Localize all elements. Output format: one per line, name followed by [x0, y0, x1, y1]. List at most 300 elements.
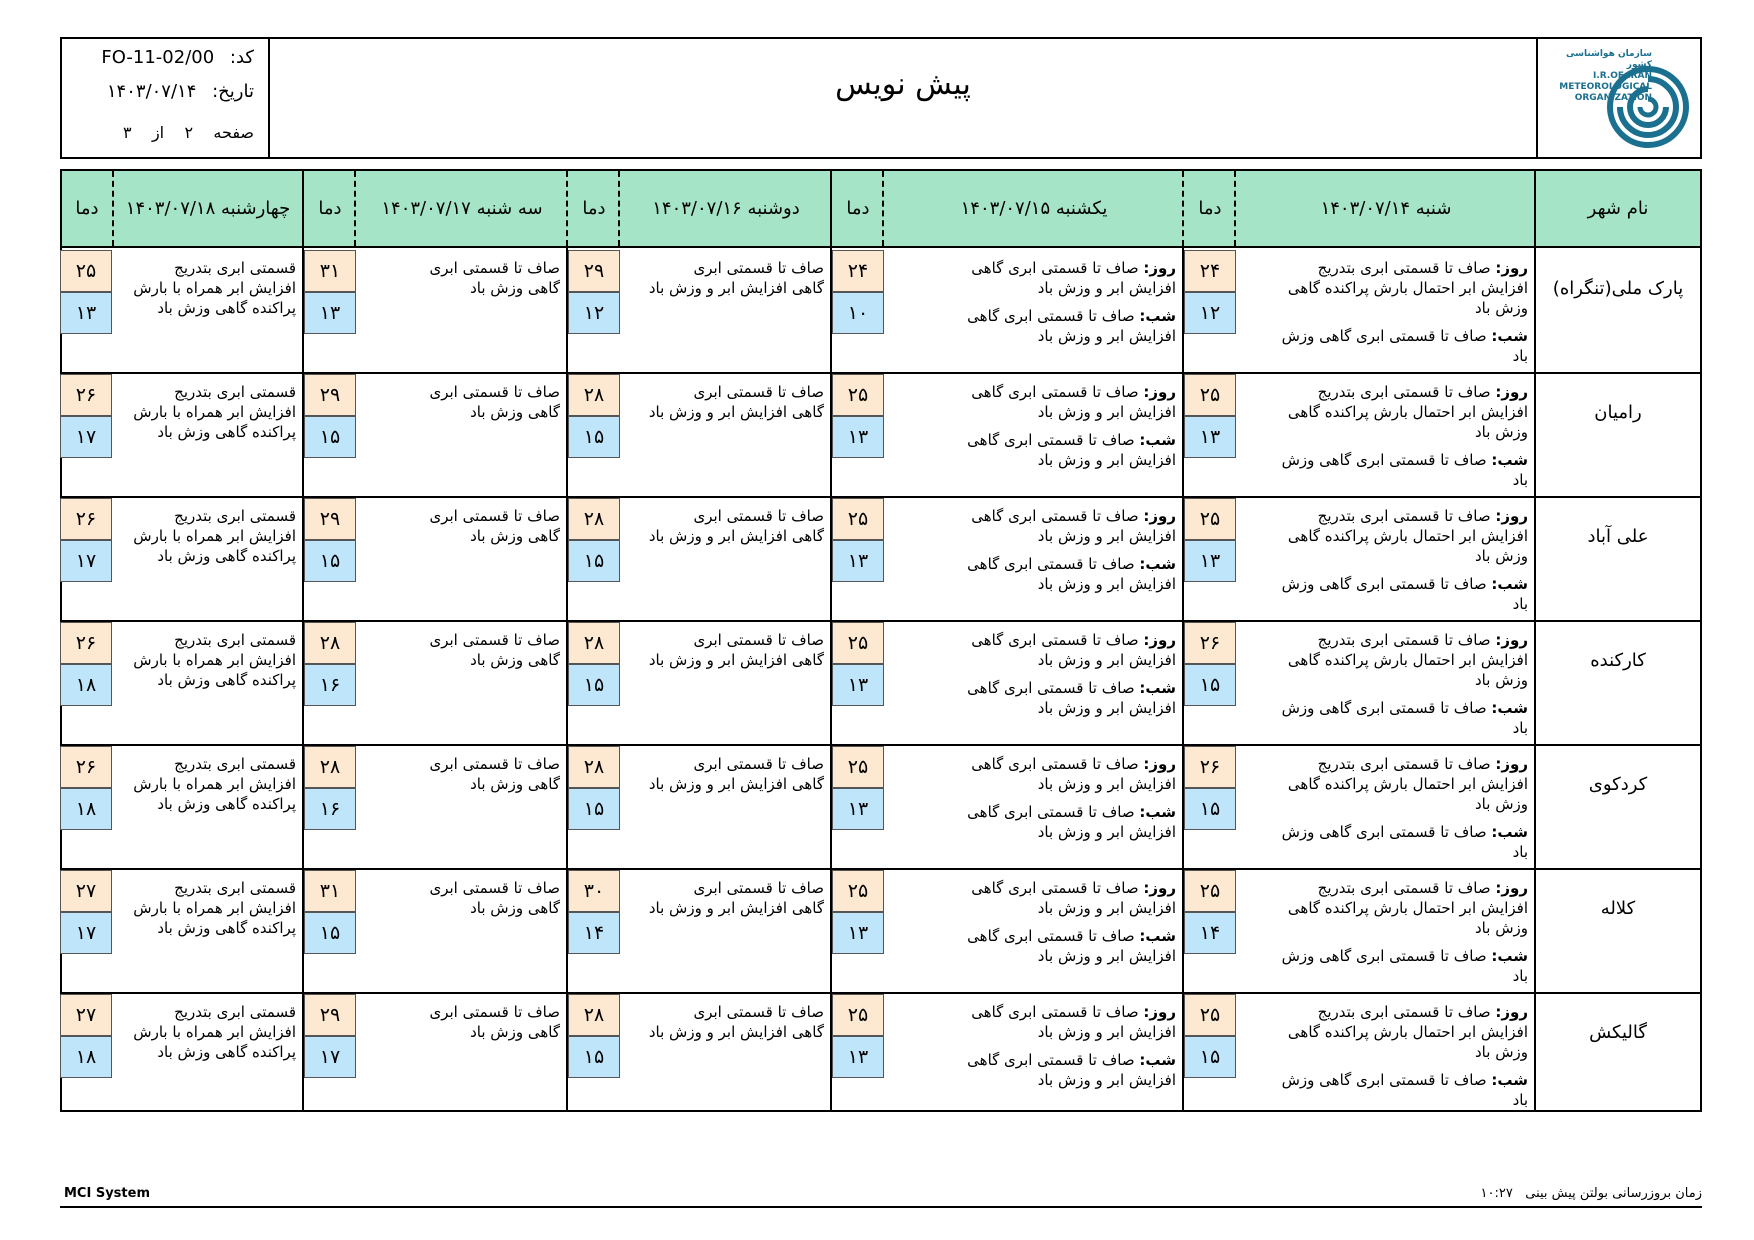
night-label: شب:	[1139, 803, 1176, 821]
forecast-text: وزش باد	[1475, 795, 1528, 813]
forecast-day-1	[1238, 506, 1528, 614]
max-temp-box: ۲۵	[1184, 498, 1236, 540]
forecast-text: افزایش ابر و وزش باد	[1037, 823, 1176, 841]
min-temp-box: ۱۰	[832, 292, 884, 334]
forecast-day-5	[116, 382, 296, 442]
forecast-text: افزایش ابر و وزش باد	[1037, 775, 1176, 793]
min-temp-box: ۱۸	[60, 1036, 112, 1078]
forecast-line	[886, 326, 1176, 346]
min-temp-box: ۱۷	[304, 1036, 356, 1078]
forecast-text: صاف تا قسمتی ابری بتدریج	[1317, 631, 1491, 649]
forecast-text: صاف تا قسمتی ابری گاهی	[967, 803, 1135, 821]
forecast-day-1	[1238, 878, 1528, 986]
night-label: شب:	[1139, 679, 1176, 697]
max-temp-box: ۲۵	[1184, 994, 1236, 1036]
min-temp-box: ۱۳	[832, 416, 884, 458]
forecast-line	[1238, 526, 1528, 546]
forecast-text: صاف تا قسمتی ابری گاهی	[971, 507, 1139, 525]
forecast-line	[1238, 966, 1528, 986]
forecast-text: قسمتی ابری بتدریج	[174, 507, 296, 525]
forecast-line	[886, 450, 1176, 470]
night-label: شب:	[1139, 555, 1176, 573]
update-info	[1481, 1186, 1702, 1201]
spacer	[1238, 814, 1528, 822]
forecast-line	[1238, 670, 1528, 690]
spacer	[886, 918, 1176, 926]
forecast-line	[116, 898, 296, 918]
forecast-text: صاف تا قسمتی ابری بتدریج	[1317, 1003, 1491, 1021]
forecast-line	[360, 630, 560, 650]
max-temp-box: ۳۱	[304, 870, 356, 912]
forecast-text: وزش باد	[1475, 919, 1528, 937]
forecast-text: صاف تا قسمتی ابری گاهی	[967, 307, 1135, 325]
column-divider-dashed	[354, 171, 356, 246]
forecast-text: صاف تا قسمتی ابری	[429, 1003, 560, 1021]
forecast-line	[360, 526, 560, 546]
forecast-text: صاف تا قسمتی ابری	[429, 383, 560, 401]
logo-area	[1536, 39, 1700, 157]
night-label: شب:	[1139, 927, 1176, 945]
forecast-line	[1238, 650, 1528, 670]
night-label: شب:	[1491, 699, 1528, 717]
forecast-day-3	[624, 1002, 824, 1042]
forecast-day-2	[886, 754, 1176, 842]
page-title: پیش نویس	[835, 66, 971, 102]
logo-en-line-2: METEOROLOGICAL	[1559, 82, 1652, 92]
forecast-line	[886, 306, 1176, 326]
min-temp-box: ۱۵	[1184, 788, 1236, 830]
forecast-line	[116, 1002, 296, 1022]
forecast-text: گاهی وزش باد	[470, 279, 560, 297]
max-temp-box: ۲۷	[60, 994, 112, 1036]
forecast-text: افزایش ابر و وزش باد	[1037, 575, 1176, 593]
forecast-text: صاف تا قسمتی ابری گاهی	[971, 1003, 1139, 1021]
logo-en-line-3: ORGANIZATION	[1574, 93, 1652, 103]
forecast-line	[886, 774, 1176, 794]
night-label: شب:	[1491, 1071, 1528, 1089]
forecast-day-2	[886, 506, 1176, 594]
city-name: کلاله	[1600, 897, 1636, 919]
forecast-line	[886, 1002, 1176, 1022]
forecast-text: صاف تا قسمتی ابری گاهی	[967, 679, 1135, 697]
update-time: ۱۰:۲۷	[1480, 1186, 1513, 1201]
forecast-text: افزایش ابر همراه با بارش	[133, 527, 296, 545]
forecast-line	[886, 650, 1176, 670]
night-label: شب:	[1491, 947, 1528, 965]
forecast-line	[886, 402, 1176, 422]
city-name: گالیکش	[1589, 1021, 1647, 1043]
day-header-2: یکشنبه ۱۴۰۳/۰۷/۱۵	[960, 198, 1108, 219]
forecast-line	[886, 1050, 1176, 1070]
forecast-text: صاف تا قسمتی ابری	[693, 507, 824, 525]
spacer	[886, 298, 1176, 306]
forecast-text: افزایش ابر احتمال بارش پراکنده گاهی	[1287, 279, 1528, 297]
forecast-line	[624, 278, 824, 298]
forecast-line	[886, 278, 1176, 298]
forecast-text: باد	[1512, 967, 1528, 985]
code-label: کد:	[229, 47, 254, 68]
forecast-day-5	[116, 258, 296, 318]
forecast-day-5	[116, 506, 296, 566]
forecast-line	[116, 506, 296, 526]
day-label: روز:	[1495, 507, 1528, 525]
forecast-text: پراکنده گاهی وزش باد	[157, 423, 296, 441]
title-area	[270, 39, 1536, 157]
forecast-line	[624, 382, 824, 402]
forecast-text: گاهی وزش باد	[470, 775, 560, 793]
spacer	[886, 1042, 1176, 1050]
forecast-text: افزایش ابر احتمال بارش پراکنده گاهی	[1287, 1023, 1528, 1041]
forecast-line	[116, 878, 296, 898]
forecast-line	[360, 258, 560, 278]
column-divider-dashed	[1234, 171, 1236, 246]
forecast-text: گاهی افزایش ابر و وزش باد	[648, 527, 824, 545]
temp-header-5: دما	[75, 198, 99, 219]
forecast-text: پراکنده گاهی وزش باد	[157, 299, 296, 317]
max-temp-box: ۲۸	[568, 374, 620, 416]
forecast-day-5	[116, 1002, 296, 1062]
city-name: پارک ملی(تنگراه)	[1552, 277, 1684, 299]
forecast-text: وزش باد	[1475, 299, 1528, 317]
forecast-line	[116, 650, 296, 670]
forecast-text: صاف تا قسمتی ابری	[693, 631, 824, 649]
day-label: روز:	[1495, 755, 1528, 773]
forecast-line	[116, 422, 296, 442]
forecast-day-1	[1238, 630, 1528, 738]
forecast-line	[116, 754, 296, 774]
day-label: روز:	[1143, 383, 1176, 401]
min-temp-box: ۱۳	[60, 292, 112, 334]
forecast-line	[624, 526, 824, 546]
table-header-row	[62, 171, 1700, 248]
forecast-line	[624, 650, 824, 670]
night-label: شب:	[1491, 575, 1528, 593]
min-temp-box: ۱۴	[568, 912, 620, 954]
forecast-line	[624, 878, 824, 898]
forecast-day-4	[360, 878, 560, 918]
document-header	[60, 37, 1702, 159]
forecast-line	[1238, 298, 1528, 318]
forecast-line	[1238, 754, 1528, 774]
forecast-text: صاف تا قسمتی ابری	[693, 259, 824, 277]
spacer	[886, 794, 1176, 802]
min-temp-box: ۱۵	[568, 1036, 620, 1078]
forecast-line	[1238, 842, 1528, 862]
spacer	[1238, 566, 1528, 574]
page-row	[123, 123, 254, 142]
forecast-line	[116, 1042, 296, 1062]
forecast-day-2	[886, 1002, 1176, 1090]
forecast-line	[624, 898, 824, 918]
night-label: شب:	[1491, 327, 1528, 345]
forecast-line	[360, 754, 560, 774]
forecast-line	[1238, 774, 1528, 794]
forecast-line	[886, 630, 1176, 650]
forecast-text: قسمتی ابری بتدریج	[174, 383, 296, 401]
max-temp-box: ۲۸	[568, 498, 620, 540]
forecast-text: صاف تا قسمتی ابری گاهی وزش	[1281, 699, 1487, 717]
forecast-line	[1238, 506, 1528, 526]
forecast-line	[886, 822, 1176, 842]
forecast-line	[1238, 422, 1528, 442]
forecast-text: پراکنده گاهی وزش باد	[157, 919, 296, 937]
min-temp-box: ۱۵	[568, 416, 620, 458]
min-temp-box: ۱۳	[832, 1036, 884, 1078]
forecast-line	[116, 794, 296, 814]
temp-header-3: دما	[582, 198, 606, 219]
forecast-line	[1238, 1002, 1528, 1022]
forecast-line	[116, 918, 296, 938]
forecast-text: قسمتی ابری بتدریج	[174, 755, 296, 773]
max-temp-box: ۲۶	[1184, 746, 1236, 788]
forecast-text: وزش باد	[1475, 1043, 1528, 1061]
forecast-line	[1238, 1070, 1528, 1090]
forecast-line	[116, 526, 296, 546]
forecast-text: گاهی افزایش ابر و وزش باد	[648, 403, 824, 421]
forecast-line	[886, 802, 1176, 822]
max-temp-box: ۲۸	[568, 994, 620, 1036]
forecast-text: افزایش ابر همراه با بارش	[133, 899, 296, 917]
column-divider-dashed	[566, 171, 568, 246]
forecast-text: صاف تا قسمتی ابری بتدریج	[1317, 383, 1491, 401]
update-label: زمان بروزرسانی بولتن پیش بینی	[1525, 1186, 1702, 1201]
forecast-line	[1238, 278, 1528, 298]
min-temp-box: ۱۵	[1184, 664, 1236, 706]
system-name: MCI System	[64, 1186, 150, 1201]
forecast-line	[1238, 346, 1528, 366]
forecast-text: صاف تا قسمتی ابری بتدریج	[1317, 507, 1491, 525]
forecast-line	[886, 382, 1176, 402]
forecast-line	[360, 650, 560, 670]
forecast-text: افزایش ابر و وزش باد	[1037, 1071, 1176, 1089]
forecast-line	[1238, 794, 1528, 814]
forecast-line	[1238, 946, 1528, 966]
max-temp-box: ۲۵	[60, 250, 112, 292]
logo-fa-text: سازمان هواشناسی کشور	[1565, 49, 1652, 70]
forecast-line	[1238, 1042, 1528, 1062]
forecast-line	[116, 382, 296, 402]
forecast-text: صاف تا قسمتی ابری گاهی وزش	[1281, 327, 1487, 345]
forecast-line	[116, 670, 296, 690]
max-temp-box: ۲۹	[304, 994, 356, 1036]
max-temp-box: ۲۵	[832, 374, 884, 416]
forecast-text: افزایش ابر همراه با بارش	[133, 775, 296, 793]
forecast-text: صاف تا قسمتی ابری	[429, 879, 560, 897]
forecast-text: صاف تا قسمتی ابری گاهی وزش	[1281, 575, 1487, 593]
min-temp-box: ۱۵	[304, 416, 356, 458]
forecast-day-4	[360, 258, 560, 298]
forecast-text: پراکنده گاهی وزش باد	[157, 1043, 296, 1061]
logo-en-line-1: I.R.OF IRAN	[1593, 71, 1652, 81]
day-label: روز:	[1143, 259, 1176, 277]
min-temp-box: ۱۳	[304, 292, 356, 334]
forecast-text: گاهی افزایش ابر و وزش باد	[648, 1023, 824, 1041]
forecast-line	[360, 382, 560, 402]
document-meta	[62, 39, 270, 157]
day-label: روز:	[1143, 755, 1176, 773]
page-total: ۳	[123, 123, 132, 142]
spacer	[886, 422, 1176, 430]
forecast-text: صاف تا قسمتی ابری گاهی	[967, 1051, 1135, 1069]
forecast-line	[360, 878, 560, 898]
forecast-day-1	[1238, 382, 1528, 490]
forecast-line	[116, 630, 296, 650]
forecast-line	[116, 402, 296, 422]
forecast-text: قسمتی ابری بتدریج	[174, 631, 296, 649]
forecast-text: صاف تا قسمتی ابری	[693, 1003, 824, 1021]
forecast-day-3	[624, 258, 824, 298]
forecast-line	[624, 754, 824, 774]
forecast-day-1	[1238, 1002, 1528, 1110]
min-temp-box: ۱۷	[60, 540, 112, 582]
day-label: روز:	[1495, 259, 1528, 277]
forecast-text: پراکنده گاهی وزش باد	[157, 547, 296, 565]
forecast-line	[360, 1002, 560, 1022]
forecast-line	[1238, 574, 1528, 594]
forecast-text: صاف تا قسمتی ابری گاهی وزش	[1281, 823, 1487, 841]
night-label: شب:	[1139, 1051, 1176, 1069]
spacer	[1238, 1062, 1528, 1070]
forecast-day-1	[1238, 754, 1528, 862]
min-temp-box: ۱۳	[832, 912, 884, 954]
min-temp-box: ۱۷	[60, 416, 112, 458]
min-temp-box: ۱۲	[568, 292, 620, 334]
forecast-line	[1238, 594, 1528, 614]
date-row	[107, 81, 254, 102]
forecast-line	[886, 554, 1176, 574]
forecast-line	[886, 506, 1176, 526]
forecast-line	[1238, 630, 1528, 650]
min-temp-box: ۱۵	[304, 540, 356, 582]
day-header-5: چهارشنبه ۱۴۰۳/۰۷/۱۸	[125, 198, 291, 219]
forecast-line	[886, 926, 1176, 946]
forecast-line	[1238, 546, 1528, 566]
forecast-text: گاهی افزایش ابر و وزش باد	[648, 899, 824, 917]
max-temp-box: ۲۶	[60, 622, 112, 664]
forecast-line	[360, 402, 560, 422]
forecast-line	[116, 774, 296, 794]
min-temp-box: ۱۲	[1184, 292, 1236, 334]
min-temp-box: ۱۵	[568, 540, 620, 582]
temp-header-2: دما	[846, 198, 870, 219]
city-name: علی آباد	[1587, 525, 1649, 547]
forecast-day-4	[360, 630, 560, 670]
night-label: شب:	[1491, 823, 1528, 841]
max-temp-box: ۲۵	[1184, 870, 1236, 912]
forecast-line	[116, 1022, 296, 1042]
day-label: روز:	[1143, 879, 1176, 897]
date-label: تاریخ:	[212, 81, 254, 102]
temp-header-4: دما	[318, 198, 342, 219]
forecast-text: صاف تا قسمتی ابری	[429, 259, 560, 277]
forecast-text: باد	[1512, 719, 1528, 737]
forecast-line	[116, 278, 296, 298]
forecast-text: صاف تا قسمتی ابری گاهی	[971, 383, 1139, 401]
forecast-line	[624, 774, 824, 794]
forecast-text: صاف تا قسمتی ابری گاهی	[971, 755, 1139, 773]
day-header-4: سه شنبه ۱۴۰۳/۰۷/۱۷	[381, 198, 543, 219]
min-temp-box: ۱۶	[304, 788, 356, 830]
forecast-text: افزایش ابر همراه با بارش	[133, 651, 296, 669]
forecast-day-4	[360, 506, 560, 546]
forecast-text: قسمتی ابری بتدریج	[174, 879, 296, 897]
forecast-text: باد	[1512, 843, 1528, 861]
max-temp-box: ۲۶	[1184, 622, 1236, 664]
forecast-day-4	[360, 754, 560, 794]
forecast-text: صاف تا قسمتی ابری	[693, 879, 824, 897]
forecast-text: افزایش ابر و وزش باد	[1037, 403, 1176, 421]
forecast-text: افزایش ابر احتمال بارش پراکنده گاهی	[1287, 403, 1528, 421]
forecast-line	[886, 1070, 1176, 1090]
forecast-text: صاف تا قسمتی ابری	[693, 383, 824, 401]
forecast-text: باد	[1512, 471, 1528, 489]
max-temp-box: ۳۰	[568, 870, 620, 912]
forecast-line	[886, 946, 1176, 966]
spacer	[886, 546, 1176, 554]
night-label: شب:	[1139, 431, 1176, 449]
forecast-line	[1238, 402, 1528, 422]
day-label: روز:	[1495, 631, 1528, 649]
max-temp-box: ۳۱	[304, 250, 356, 292]
forecast-line	[624, 506, 824, 526]
forecast-text: افزایش ابر و وزش باد	[1037, 699, 1176, 717]
forecast-text: افزایش ابر و وزش باد	[1037, 651, 1176, 669]
forecast-line	[1238, 822, 1528, 842]
max-temp-box: ۲۴	[832, 250, 884, 292]
forecast-line	[360, 506, 560, 526]
forecast-line	[624, 630, 824, 650]
forecast-line	[886, 698, 1176, 718]
day-header-3: دوشنبه ۱۴۰۳/۰۷/۱۶	[652, 198, 800, 219]
max-temp-box: ۲۵	[832, 746, 884, 788]
forecast-text: صاف تا قسمتی ابری بتدریج	[1317, 755, 1491, 773]
city-column-header: نام شهر	[1587, 198, 1649, 219]
forecast-line	[116, 298, 296, 318]
forecast-line	[886, 898, 1176, 918]
forecast-day-4	[360, 382, 560, 422]
forecast-text: افزایش ابر و وزش باد	[1037, 1023, 1176, 1041]
max-temp-box: ۲۵	[832, 994, 884, 1036]
forecast-text: افزایش ابر احتمال بارش پراکنده گاهی	[1287, 527, 1528, 545]
forecast-line	[886, 258, 1176, 278]
min-temp-box: ۱۶	[304, 664, 356, 706]
forecast-day-3	[624, 878, 824, 918]
forecast-text: صاف تا قسمتی ابری گاهی	[967, 927, 1135, 945]
max-temp-box: ۲۵	[832, 870, 884, 912]
forecast-line	[1238, 918, 1528, 938]
min-temp-box: ۱۸	[60, 788, 112, 830]
code-row	[101, 47, 254, 68]
max-temp-box: ۲۹	[568, 250, 620, 292]
forecast-line	[1238, 450, 1528, 470]
min-temp-box: ۱۵	[1184, 1036, 1236, 1078]
forecast-text: قسمتی ابری بتدریج	[174, 1003, 296, 1021]
forecast-text: گاهی افزایش ابر و وزش باد	[648, 279, 824, 297]
max-temp-box: ۲۴	[1184, 250, 1236, 292]
night-label: شب:	[1139, 307, 1176, 325]
forecast-line	[624, 258, 824, 278]
max-temp-box: ۲۶	[60, 498, 112, 540]
forecast-text: صاف تا قسمتی ابری گاهی وزش	[1281, 451, 1487, 469]
forecast-text: افزایش ابر همراه با بارش	[133, 1023, 296, 1041]
max-temp-box: ۲۸	[568, 622, 620, 664]
forecast-text: باد	[1512, 347, 1528, 365]
forecast-line	[886, 430, 1176, 450]
forecast-line	[116, 258, 296, 278]
forecast-text: صاف تا قسمتی ابری بتدریج	[1317, 879, 1491, 897]
forecast-day-3	[624, 630, 824, 670]
forecast-day-3	[624, 382, 824, 422]
